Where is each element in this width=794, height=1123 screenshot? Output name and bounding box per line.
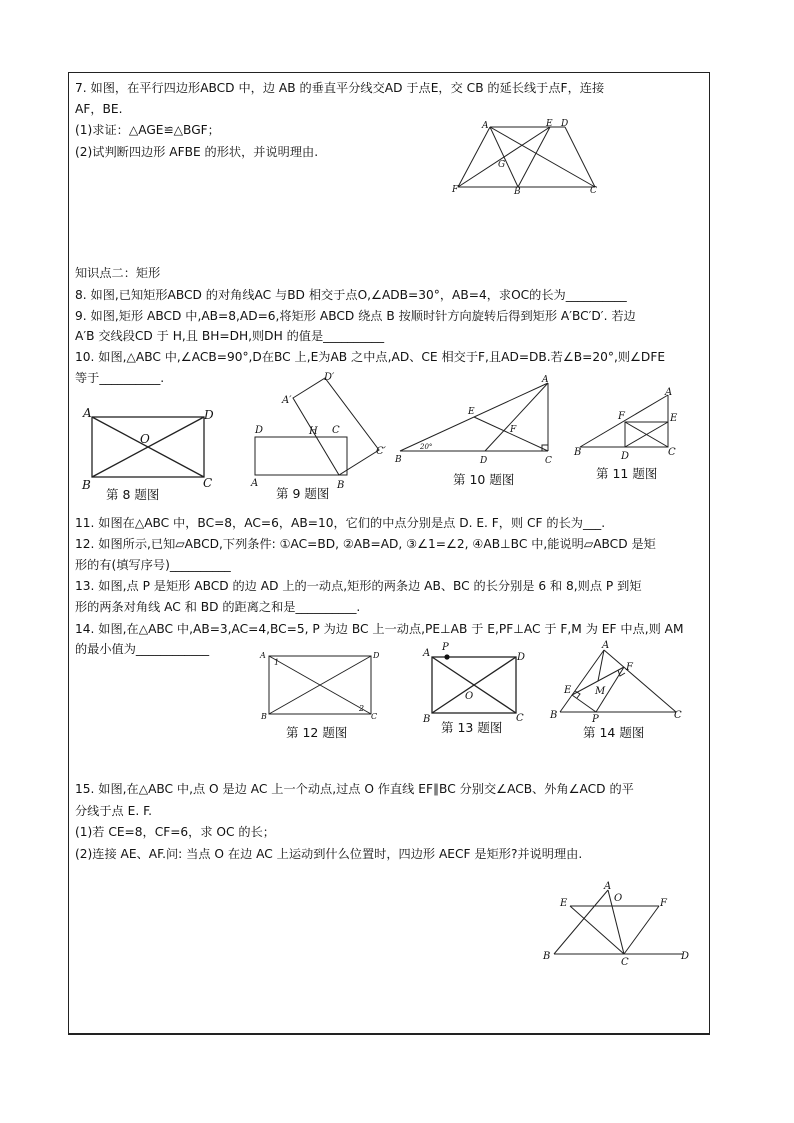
label-e: E xyxy=(560,898,568,909)
label-m: M xyxy=(595,686,606,697)
q10-line2: 等于__________. xyxy=(75,371,165,385)
q9-line2: A′B 交线段CD 于 H,且 BH=DH,则DH 的值是__________ xyxy=(75,329,385,343)
label-a: A xyxy=(482,121,489,131)
q9-line1: 9. 如图,矩形 ABCD 中,AB=8,AD=6,将矩形 ABCD 绕点 B 按顺时针方向旋转后得到矩形 A′BC′D′. 若边 xyxy=(75,309,636,323)
label-d: D xyxy=(621,451,630,462)
label-f: F xyxy=(660,898,667,909)
label-b: B xyxy=(261,712,267,721)
label-c: C xyxy=(516,713,524,724)
section-heading-rectangle: 知识点二：矩形 xyxy=(75,266,161,280)
figure-q14-triangle xyxy=(548,640,688,725)
label-a: A xyxy=(260,651,266,660)
figure-q13-rectangle xyxy=(420,643,530,723)
label-angle-2: 2 xyxy=(359,704,365,713)
q7-line1: 7. 如图，在平行四边形ABCD 中，边 AB 的垂直平分线交AD 于点E，交 CB 的延长线于点F，连接 xyxy=(75,81,605,95)
label-d: D xyxy=(561,119,569,129)
frame-bottom-border xyxy=(68,1034,710,1035)
label-o: O xyxy=(465,691,474,702)
caption-fig9: 第 9 题图 xyxy=(276,486,330,501)
label-a: A xyxy=(423,648,431,659)
q14-line1: 14. 如图,在△ABC 中,AB=3,AC=4,BC=5, P 为边 BC 上一动点,PE⊥AB 于 E,PF⊥AC 于 F,M 为 EF 中点,则 AM xyxy=(75,622,684,636)
figure-q9-rotated-rectangle xyxy=(245,370,395,490)
q15-line1: 15. 如图,在△ABC 中,点 O 是边 AC 上一个动点,过点 O 作直线 EF∥BC 分别交∠ACB、外角∠ACD 的平 xyxy=(75,782,634,796)
label-c: C xyxy=(590,186,597,196)
label-angle-20: 20° xyxy=(420,443,433,451)
q7-line2: AF，BE. xyxy=(75,102,123,116)
figure-q8-rectangle xyxy=(80,405,220,490)
figure-q10-triangle xyxy=(390,375,565,470)
label-b: B xyxy=(423,714,431,725)
figure-q11-midpoints xyxy=(572,385,682,460)
label-h: H xyxy=(309,426,318,437)
caption-fig8: 第 8 题图 xyxy=(106,487,160,502)
q12-line2: 形的有(填写序号)__________ xyxy=(75,558,231,572)
label-a: A xyxy=(602,640,610,651)
label-d-prime: D′ xyxy=(324,372,335,383)
label-d: D xyxy=(681,951,690,962)
caption-fig10: 第 10 题图 xyxy=(453,472,515,487)
label-c: C xyxy=(332,425,340,436)
label-b: B xyxy=(550,710,558,721)
label-f: F xyxy=(452,185,459,195)
q7-part2: (2)试判断四边形 AFBE 的形状，并说明理由. xyxy=(75,145,319,159)
label-f: F xyxy=(510,425,517,435)
label-f: F xyxy=(626,662,633,673)
label-a: A xyxy=(665,387,673,398)
label-d: D xyxy=(255,425,264,436)
label-p: P xyxy=(592,714,599,725)
label-angle-1: 1 xyxy=(274,658,280,667)
label-d: D xyxy=(517,652,526,663)
label-d: D xyxy=(480,456,488,466)
q15-part2: (2)连接 AE、AF.问: 当点 O 在边 AC 上运动到什么位置时，四边形 AECF 是矩形?并说明理由. xyxy=(75,847,583,861)
label-b: B xyxy=(574,447,582,458)
label-b: B xyxy=(514,187,521,197)
label-a: A xyxy=(542,375,549,385)
label-c: C xyxy=(371,712,378,721)
label-e: E xyxy=(546,119,553,129)
label-a-prime: A′ xyxy=(282,395,292,406)
label-e: E xyxy=(564,685,572,696)
caption-fig11: 第 11 题图 xyxy=(596,466,658,481)
label-f: F xyxy=(618,411,625,422)
label-p: P xyxy=(442,642,449,653)
q10-line1: 10. 如图,△ABC 中,∠ACB=90°,D在BC 上,E为AB 之中点,AD、CE 相交于F,且AD=DB.若∠B=20°,则∠DFE xyxy=(75,350,666,364)
label-b: B xyxy=(82,478,91,492)
label-g: G xyxy=(498,160,506,170)
label-c: C xyxy=(668,447,676,458)
q13-line1: 13. 如图,点 P 是矩形 ABCD 的边 AD 上的一动点,矩形的两条边 AB、BC 的长分别是 6 和 8,则点 P 到矩 xyxy=(75,579,642,593)
label-a: A xyxy=(604,881,612,892)
q8-text: 8. 如图,已知矩形ABCD 的对角线AC 与BD 相交于点O,∠ADB=30°，AB=4，求OC的长为__________ xyxy=(75,288,627,302)
label-b: B xyxy=(395,455,402,465)
label-c: C xyxy=(545,456,552,466)
label-e: E xyxy=(670,413,678,424)
q11-text: 11. 如图在△ABC 中，BC=8，AC=6，AB=10，它们的中点分别是点 D. E. F，则 CF 的长为___. xyxy=(75,516,606,530)
q15-line2: 分线于点 E. F. xyxy=(75,804,152,818)
caption-fig14: 第 14 题图 xyxy=(583,725,645,740)
caption-fig12: 第 12 题图 xyxy=(286,725,348,740)
label-o: O xyxy=(614,893,623,904)
label-b: B xyxy=(337,480,345,491)
label-d: D xyxy=(204,408,214,422)
label-a: A xyxy=(251,478,259,489)
figure-q12-parallelogram xyxy=(257,647,382,722)
label-c: C xyxy=(621,957,629,968)
q13-line2: 形的两条对角线 AC 和 BD 的距离之和是__________. xyxy=(75,600,361,614)
label-d: D xyxy=(373,651,380,660)
label-b: B xyxy=(543,951,551,962)
figure-q7-parallelogram xyxy=(450,115,610,200)
label-a: A xyxy=(83,406,92,420)
label-o: O xyxy=(140,432,150,446)
q15-part1: (1)若 CE=8，CF=6，求 OC 的长； xyxy=(75,825,275,839)
label-c-prime: C′ xyxy=(376,446,386,457)
figure-q15-triangle xyxy=(538,880,698,968)
label-e: E xyxy=(468,407,475,417)
q14-line2: 的最小值为____________ xyxy=(75,642,210,656)
caption-fig13: 第 13 题图 xyxy=(441,720,503,735)
q12-line1: 12. 如图所示,已知▱ABCD,下列条件: ①AC=BD, ②AB=AD, ③∠1=∠2, ④AB⊥BC 中,能说明▱ABCD 是矩 xyxy=(75,537,656,551)
q7-part1: (1)求证：△AGE≌△BGF； xyxy=(75,123,220,137)
label-c: C xyxy=(674,710,682,721)
label-c: C xyxy=(203,476,213,490)
